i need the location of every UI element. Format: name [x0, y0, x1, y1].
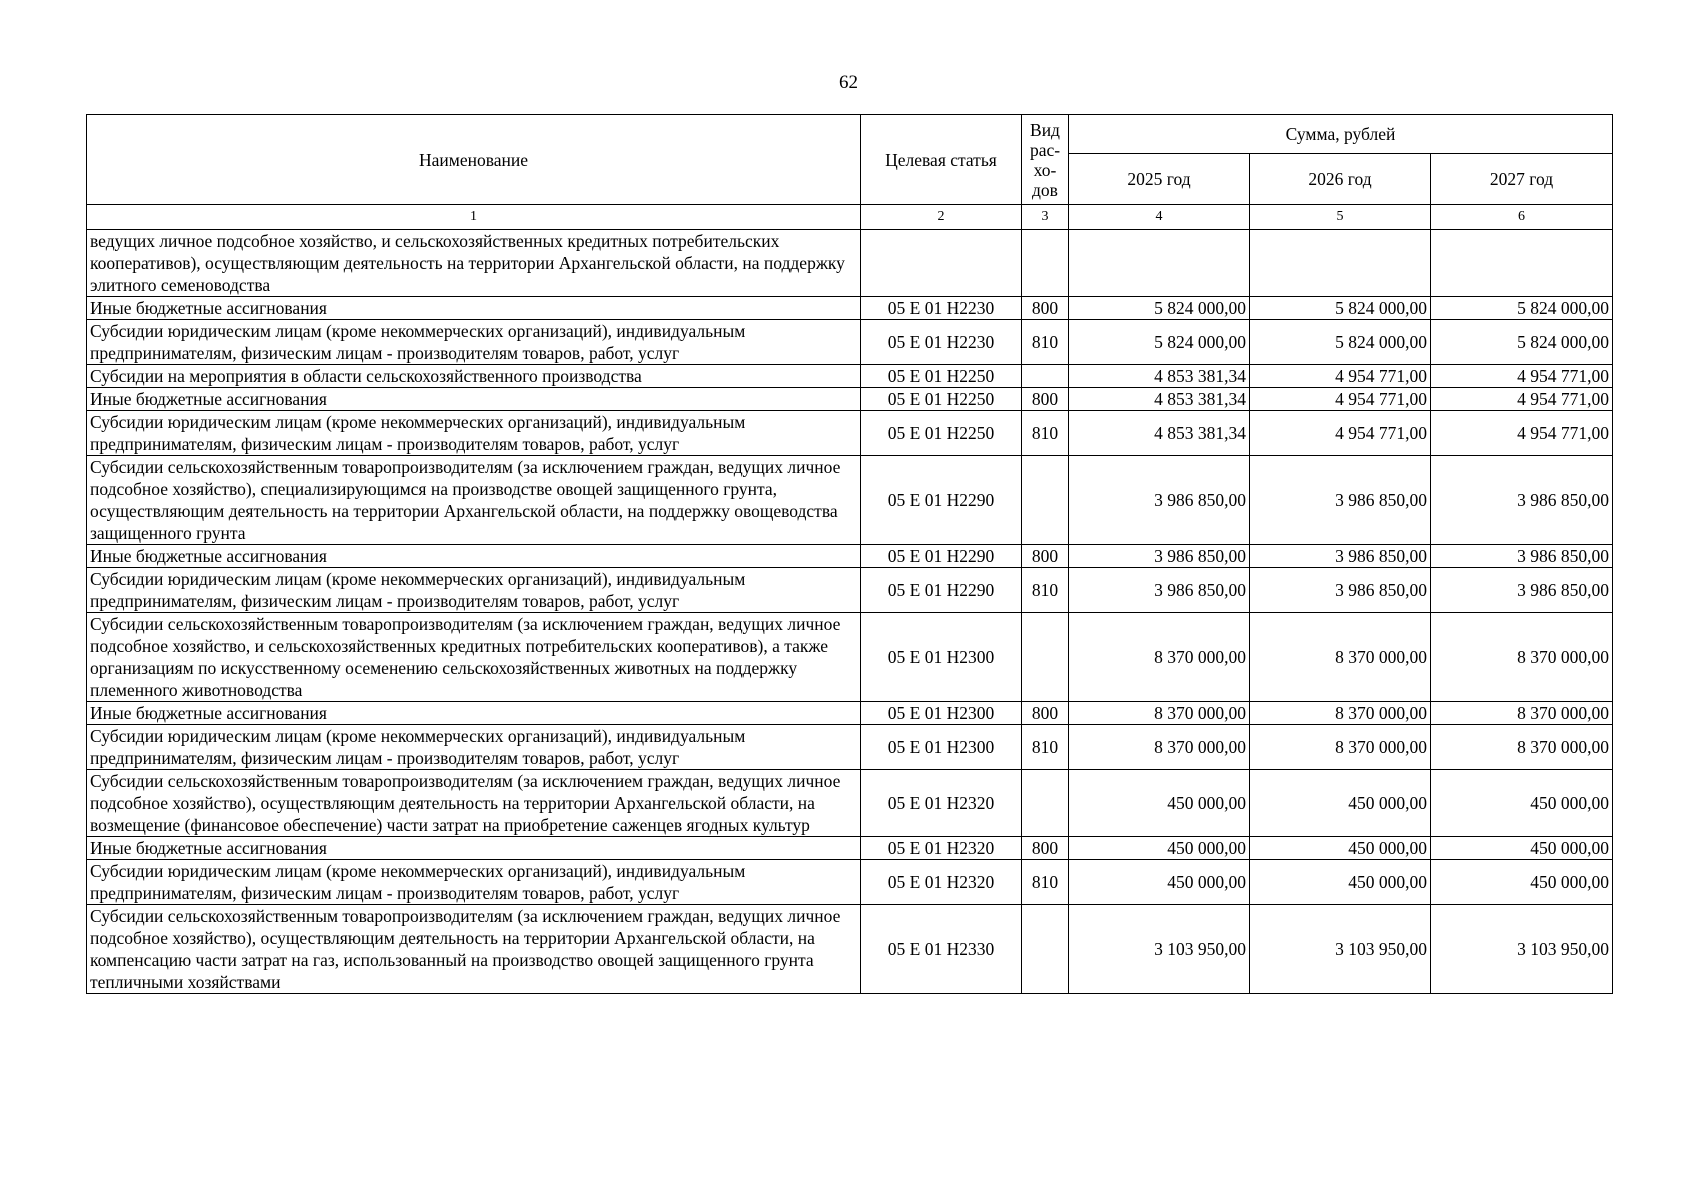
row-expense-kind — [1022, 905, 1069, 994]
row-amount-2025: 450 000,00 — [1069, 837, 1250, 860]
row-expense-kind: 800 — [1022, 388, 1069, 411]
row-amount-2026: 5 824 000,00 — [1250, 320, 1431, 365]
row-target-code: 05 Е 01 Н2250 — [861, 365, 1022, 388]
row-amount-2025: 450 000,00 — [1069, 770, 1250, 837]
row-amount-2026: 450 000,00 — [1250, 860, 1431, 905]
table-row — [87, 860, 1613, 905]
row-target-code: 05 Е 01 Н2290 — [861, 545, 1022, 568]
row-amount-2026: 4 954 771,00 — [1250, 388, 1431, 411]
row-amount-2027: 5 824 000,00 — [1431, 297, 1613, 320]
row-amount-2027: 4 954 771,00 — [1431, 411, 1613, 456]
table-row — [87, 837, 1613, 860]
row-target-code: 05 Е 01 Н2300 — [861, 725, 1022, 770]
table-row — [87, 411, 1613, 456]
row-amount-2025: 3 986 850,00 — [1069, 545, 1250, 568]
row-name: Субсидии юридическим лицам (кроме некоммерческих организаций), индивидуальным предпринимателям, физическим лицам - производителям товаров, работ, услуг — [87, 411, 861, 456]
header-year-2025: 2025 год — [1069, 154, 1250, 205]
row-amount-2027 — [1431, 230, 1613, 297]
row-amount-2026: 450 000,00 — [1250, 770, 1431, 837]
row-amount-2026: 8 370 000,00 — [1250, 725, 1431, 770]
row-amount-2026: 4 954 771,00 — [1250, 365, 1431, 388]
row-name: Иные бюджетные ассигнования — [87, 297, 861, 320]
table-row — [87, 770, 1613, 837]
row-name: Субсидии сельскохозяйственным товаропроизводителям (за исключением граждан, ведущих личное подсобное хозяйство), осуществляющим деятельность на территории Архангельской области, на возмещение (финансовое обеспечение) части затрат на приобретение саженцев ягодных культур — [87, 770, 861, 837]
row-amount-2025: 450 000,00 — [1069, 860, 1250, 905]
row-amount-2026: 3 103 950,00 — [1250, 905, 1431, 994]
page-number: 62 — [839, 72, 858, 93]
row-name: Иные бюджетные ассигнования — [87, 702, 861, 725]
row-amount-2026: 3 986 850,00 — [1250, 545, 1431, 568]
row-expense-kind — [1022, 770, 1069, 837]
row-expense-kind: 800 — [1022, 297, 1069, 320]
header-target-article: Целевая статья — [861, 115, 1022, 205]
row-name: Иные бюджетные ассигнования — [87, 545, 861, 568]
column-number: 2 — [861, 205, 1022, 230]
row-target-code: 05 Е 01 Н2300 — [861, 613, 1022, 702]
row-amount-2027: 450 000,00 — [1431, 860, 1613, 905]
row-target-code: 05 Е 01 Н2250 — [861, 388, 1022, 411]
row-expense-kind: 810 — [1022, 411, 1069, 456]
header-expense-kind-label: Вид рас-хо-дов — [1029, 119, 1061, 200]
row-amount-2027: 3 986 850,00 — [1431, 568, 1613, 613]
row-amount-2026: 3 986 850,00 — [1250, 456, 1431, 545]
row-target-code: 05 Е 01 Н2230 — [861, 297, 1022, 320]
row-amount-2027: 5 824 000,00 — [1431, 320, 1613, 365]
table-row — [87, 388, 1613, 411]
table-row — [87, 545, 1613, 568]
row-amount-2025: 4 853 381,34 — [1069, 388, 1250, 411]
row-amount-2026: 5 824 000,00 — [1250, 297, 1431, 320]
row-amount-2025: 3 986 850,00 — [1069, 456, 1250, 545]
column-number-row — [87, 205, 1613, 230]
row-name: Иные бюджетные ассигнования — [87, 388, 861, 411]
table-row — [87, 230, 1613, 297]
row-target-code — [861, 230, 1022, 297]
row-amount-2027: 3 986 850,00 — [1431, 545, 1613, 568]
header-name: Наименование — [87, 115, 861, 205]
row-target-code: 05 Е 01 Н2320 — [861, 770, 1022, 837]
row-amount-2025: 5 824 000,00 — [1069, 297, 1250, 320]
table-row — [87, 725, 1613, 770]
row-expense-kind: 800 — [1022, 545, 1069, 568]
table-row — [87, 702, 1613, 725]
row-expense-kind: 800 — [1022, 837, 1069, 860]
column-number: 3 — [1022, 205, 1069, 230]
table-row — [87, 320, 1613, 365]
row-amount-2025: 8 370 000,00 — [1069, 613, 1250, 702]
row-target-code: 05 Е 01 Н2290 — [861, 568, 1022, 613]
row-target-code: 05 Е 01 Н2320 — [861, 860, 1022, 905]
row-amount-2025: 4 853 381,34 — [1069, 411, 1250, 456]
row-amount-2027: 8 370 000,00 — [1431, 613, 1613, 702]
row-name: Субсидии на мероприятия в области сельскохозяйственного производства — [87, 365, 861, 388]
budget-table — [86, 114, 1613, 994]
header-year-2027: 2027 год — [1431, 154, 1613, 205]
row-amount-2025: 3 103 950,00 — [1069, 905, 1250, 994]
column-number: 6 — [1431, 205, 1613, 230]
row-amount-2026 — [1250, 230, 1431, 297]
row-amount-2025: 4 853 381,34 — [1069, 365, 1250, 388]
row-amount-2027: 4 954 771,00 — [1431, 365, 1613, 388]
row-amount-2027: 3 986 850,00 — [1431, 456, 1613, 545]
row-name: Иные бюджетные ассигнования — [87, 837, 861, 860]
row-amount-2025: 8 370 000,00 — [1069, 702, 1250, 725]
row-expense-kind: 800 — [1022, 702, 1069, 725]
header-expense-kind — [1022, 115, 1069, 205]
row-amount-2027: 8 370 000,00 — [1431, 702, 1613, 725]
column-number: 5 — [1250, 205, 1431, 230]
row-amount-2025: 5 824 000,00 — [1069, 320, 1250, 365]
row-amount-2027: 4 954 771,00 — [1431, 388, 1613, 411]
header-year-2026: 2026 год — [1250, 154, 1431, 205]
row-expense-kind — [1022, 365, 1069, 388]
row-name: ведущих личное подсобное хозяйство, и сельскохозяйственных кредитных потребительских кооперативов), осуществляющим деятельность на территории Архангельской области, на поддержку элитного семеноводства — [87, 230, 861, 297]
row-amount-2025: 8 370 000,00 — [1069, 725, 1250, 770]
table-header — [87, 115, 1613, 230]
table-row — [87, 456, 1613, 545]
row-expense-kind: 810 — [1022, 320, 1069, 365]
table-row — [87, 613, 1613, 702]
table-row — [87, 297, 1613, 320]
row-name: Субсидии сельскохозяйственным товаропроизводителям (за исключением граждан, ведущих личное подсобное хозяйство, и сельскохозяйственных кредитных потребительских кооперативов), а также организациям по искусственному осеменению сельскохозяйственных животных на поддержку племенного животноводства — [87, 613, 861, 702]
row-amount-2027: 450 000,00 — [1431, 770, 1613, 837]
row-target-code: 05 Е 01 Н2330 — [861, 905, 1022, 994]
row-target-code: 05 Е 01 Н2320 — [861, 837, 1022, 860]
table-body — [87, 230, 1613, 994]
row-amount-2025: 3 986 850,00 — [1069, 568, 1250, 613]
table-row — [87, 365, 1613, 388]
row-name: Субсидии юридическим лицам (кроме некоммерческих организаций), индивидуальным предпринимателям, физическим лицам - производителям товаров, работ, услуг — [87, 860, 861, 905]
row-name: Субсидии сельскохозяйственным товаропроизводителям (за исключением граждан, ведущих личное подсобное хозяйство), осуществляющим деятельность на территории Архангельской области, на компенсацию части затрат на газ, использованный на производство овощей защищенного грунта тепличными хозяйствами — [87, 905, 861, 994]
row-amount-2025 — [1069, 230, 1250, 297]
row-name: Субсидии юридическим лицам (кроме некоммерческих организаций), индивидуальным предпринимателям, физическим лицам - производителям товаров, работ, услуг — [87, 320, 861, 365]
row-expense-kind: 810 — [1022, 725, 1069, 770]
row-expense-kind: 810 — [1022, 860, 1069, 905]
row-expense-kind — [1022, 613, 1069, 702]
table-row — [87, 568, 1613, 613]
table-row — [87, 905, 1613, 994]
row-target-code: 05 Е 01 Н2230 — [861, 320, 1022, 365]
row-expense-kind: 810 — [1022, 568, 1069, 613]
column-number: 4 — [1069, 205, 1250, 230]
row-amount-2026: 4 954 771,00 — [1250, 411, 1431, 456]
row-amount-2026: 8 370 000,00 — [1250, 613, 1431, 702]
row-amount-2027: 8 370 000,00 — [1431, 725, 1613, 770]
row-target-code: 05 Е 01 Н2290 — [861, 456, 1022, 545]
row-name: Субсидии юридическим лицам (кроме некоммерческих организаций), индивидуальным предпринимателям, физическим лицам - производителям товаров, работ, услуг — [87, 725, 861, 770]
row-expense-kind — [1022, 456, 1069, 545]
row-name: Субсидии юридическим лицам (кроме некоммерческих организаций), индивидуальным предпринимателям, физическим лицам - производителям товаров, работ, услуг — [87, 568, 861, 613]
row-amount-2026: 8 370 000,00 — [1250, 702, 1431, 725]
row-amount-2026: 450 000,00 — [1250, 837, 1431, 860]
row-target-code: 05 Е 01 Н2300 — [861, 702, 1022, 725]
row-expense-kind — [1022, 230, 1069, 297]
row-amount-2027: 450 000,00 — [1431, 837, 1613, 860]
row-amount-2026: 3 986 850,00 — [1250, 568, 1431, 613]
row-target-code: 05 Е 01 Н2250 — [861, 411, 1022, 456]
column-number: 1 — [87, 205, 861, 230]
row-amount-2027: 3 103 950,00 — [1431, 905, 1613, 994]
row-name: Субсидии сельскохозяйственным товаропроизводителям (за исключением граждан, ведущих личное подсобное хозяйство), специализирующимся на производстве овощей защищенного грунта, осуществляющим деятельность на территории Архангельской области, на поддержку овощеводства защищенного грунта — [87, 456, 861, 545]
header-sum: Сумма, рублей — [1069, 115, 1613, 154]
